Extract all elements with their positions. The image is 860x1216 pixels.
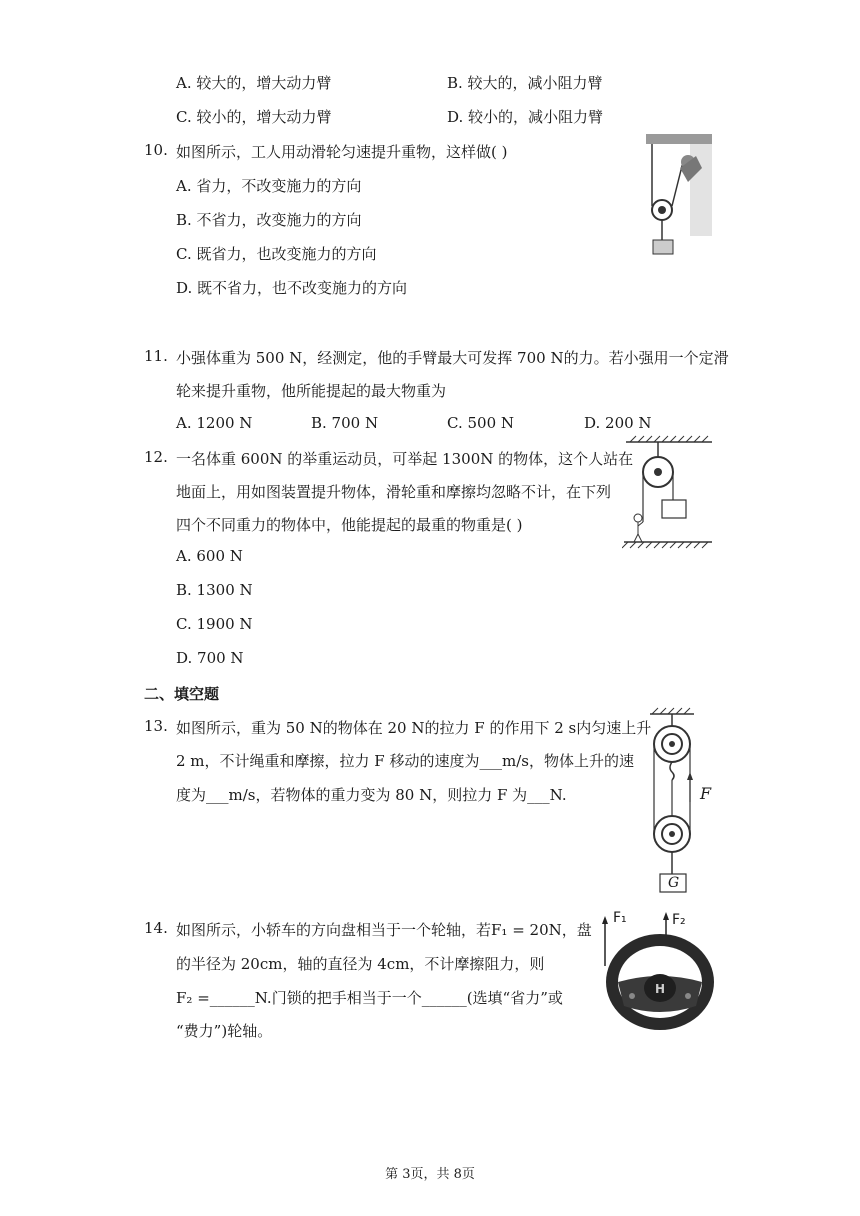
q14-line-1: 如图所示，小轿车的方向盘相当于一个轮轴，若F₁ = 20N，盘 [176, 921, 592, 939]
svg-text:H: H [654, 982, 666, 996]
q12-option-a: A. 600 N [176, 547, 243, 565]
q14-line-4: “费力”)轮轴。 [176, 1022, 273, 1040]
q12-line-1: 一名体重 600N 的举重运动员，可举起 1300N 的物体，这个人站在 [176, 450, 634, 468]
q10-option-d: D. 既不省力，也不改变施力的方向 [176, 279, 408, 297]
section-heading-fill-in: 二、填空题 [144, 685, 220, 703]
q11-option-d: D. 200 N [584, 414, 652, 432]
q12-option-c: C. 1900 N [176, 615, 253, 633]
q14-figure-f2-label: F₂ [672, 912, 686, 928]
q13-figure-force-label: F [700, 784, 712, 803]
q12-line-3: 四个不同重力的物体中，他能提起的最重的物重是( ) [176, 516, 523, 534]
q10-stem: 如图所示，工人用动滑轮匀速提升重物，这样做( ) [176, 143, 508, 161]
q11-option-c: C. 500 N [447, 414, 515, 432]
q14-figure-f1-label: F₁ [613, 910, 627, 926]
q12-option-d: D. 700 N [176, 649, 244, 667]
q11-option-a: A. 1200 N [176, 414, 253, 432]
q14-steering-wheel-figure [600, 910, 720, 1035]
q13-line-3: 度为___m/s，若物体的重力变为 80 N，则拉力 F 为___N. [176, 786, 567, 804]
q10-option-c: C. 既省力，也改变施力的方向 [176, 245, 377, 263]
q9-option-a: A. 较大的，增大动力臂 [176, 74, 332, 92]
q12-fixed-pulley-figure [622, 434, 714, 550]
q9-option-b: B. 较大的，减小阻力臂 [447, 74, 603, 92]
q13-line-1: 如图所示，重为 50 N的物体在 20 N的拉力 F 的作用下 2 s内匀速上升 [176, 719, 652, 737]
q9-option-c: C. 较小的，增大动力臂 [176, 108, 332, 126]
page-footer: 第 3页，共 8页 [385, 1167, 475, 1182]
q14-line-2: 的半径为 20cm，轴的直径为 4cm，不计摩擦阻力，则 [176, 955, 545, 973]
q10-number: 10. [144, 141, 168, 159]
q13-figure-weight-label: G [668, 875, 680, 891]
q10-option-b: B. 不省力，改变施力的方向 [176, 211, 362, 229]
q11-number: 11. [144, 347, 168, 365]
q10-movable-pulley-figure [640, 132, 720, 260]
q12-number: 12. [144, 448, 168, 466]
q14-number: 14. [144, 919, 168, 937]
q10-option-a: A. 省力，不改变施力的方向 [176, 177, 362, 195]
q11-line-2: 轮来提升重物，他所能提起的最大物重为 [176, 382, 447, 400]
q14-line-3: F₂ =______N.门锁的把手相当于一个______(选填“省力”或 [176, 989, 563, 1007]
q13-number: 13. [144, 717, 168, 735]
q9-option-d: D. 较小的，减小阻力臂 [447, 108, 604, 126]
q11-option-b: B. 700 N [311, 414, 379, 432]
q12-line-2: 地面上，用如图装置提升物体，滑轮重和摩擦均忽略不计，在下列 [176, 483, 612, 501]
q12-option-b: B. 1300 N [176, 581, 253, 599]
q11-line-1: 小强体重为 500 N，经测定，他的手臂最大可发挥 700 N的力。若小强用一个定滑 [176, 349, 729, 367]
q13-line-2: 2 m，不计绳重和摩擦，拉力 F 移动的速度为___m/s，物体上升的速 [176, 752, 634, 770]
